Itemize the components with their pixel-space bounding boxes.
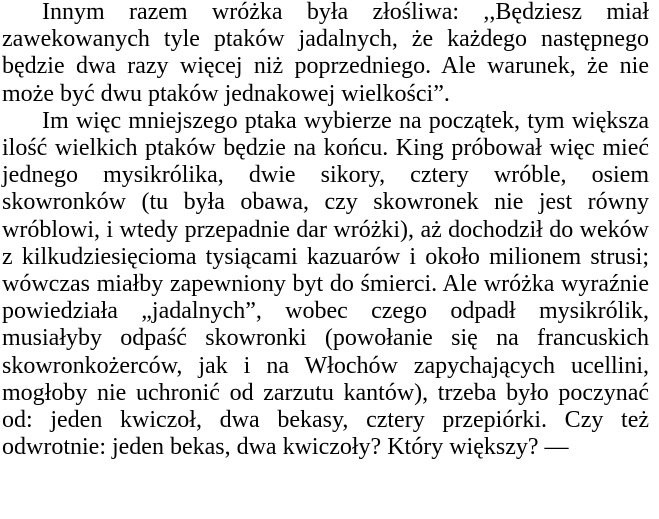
paragraph-1: Innym razem wróżka była złośliwa: ,,Będziesz miał zawekowanych tyle ptaków jadalnych, że każdego następnego będzie dwa razy więcej niż poprzedniego. Ale warunek, że nie może być dwu ptaków jednakowej wielkości”. bbox=[2, 0, 649, 107]
paragraph-2: Im więc mniejszego ptaka wybierze na początek, tym większa ilość wielkich ptaków będzie na końcu. King próbował więc mieć jednego mysikrólika, dwie sikory, cztery wróble, osiem skowronków (tu była obawa, czy skowronek nie jest równy wróblowi, i wtedy przepadnie dar wróżki), aż dochodził do weków z kilkudziesięcioma tysiącami kazuarów i około milionem strusi; wówczas miałby zapewniony byt do śmierci. Ale wróżka wyraźnie powiedziała „jadalnych”, wobec czego odpadł mysikrólik, musiałyby odpaść skowronki (powołanie się na francuskich skowronkożerców, jak i na Włochów zapychających ucellini, mogłoby nie uchronić od zarzutu kantów), trzeba było poczynać od: jeden kwiczoł, dwa bekasy, cztery przepiórki. Czy też odwrotnie: jeden bekas, dwa kwiczoły? Który większy? — bbox=[2, 107, 649, 461]
